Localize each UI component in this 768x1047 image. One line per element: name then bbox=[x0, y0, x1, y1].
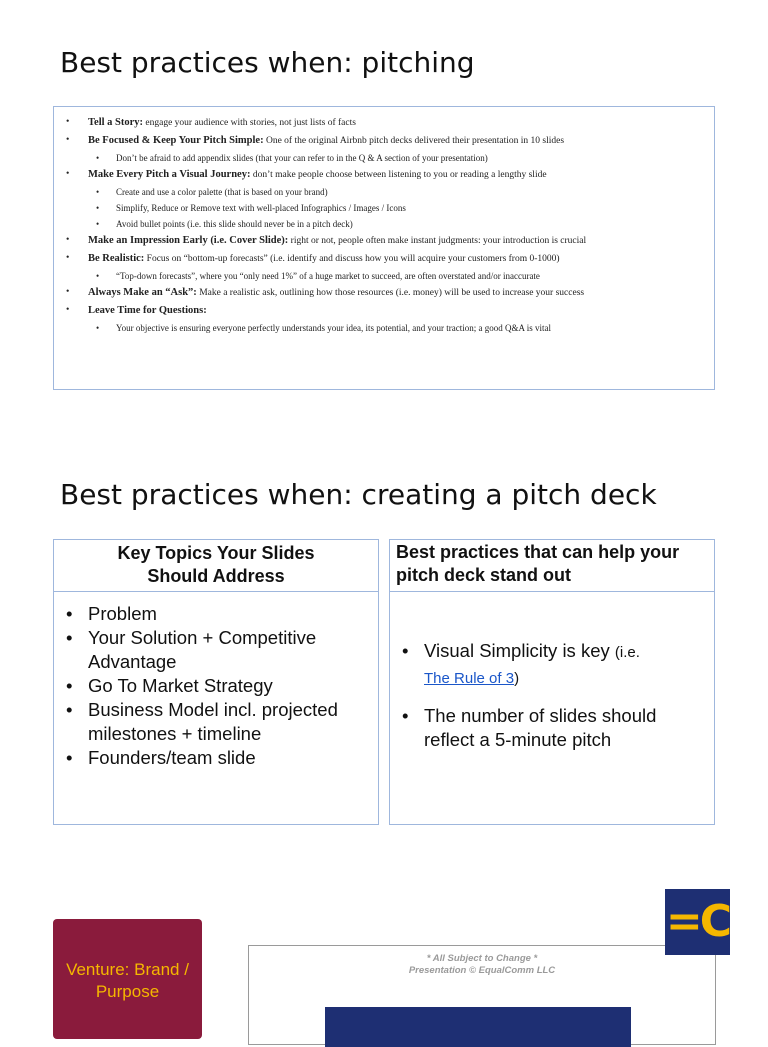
slide-thumbnail bbox=[248, 945, 716, 1045]
practice-subitem bbox=[66, 270, 702, 282]
practice-text: don’t make people choose between listening to you or reading a lengthy slide bbox=[250, 170, 547, 180]
bullet-icon: • bbox=[66, 699, 73, 720]
practice-subitem-text: Your objective is ensuring everyone perfectly understands your idea, its potential, and your traction; a good Q&A is vital bbox=[116, 323, 551, 333]
key-topics-list bbox=[54, 592, 378, 770]
paren-open-text: (i.e. bbox=[614, 644, 640, 661]
topic-text: Problem bbox=[88, 603, 157, 624]
section1-title: Best practices when: pitching bbox=[60, 46, 475, 79]
practice-item bbox=[66, 168, 702, 182]
list-item bbox=[66, 746, 372, 770]
practice-subitem bbox=[66, 202, 702, 214]
practice-item bbox=[66, 286, 702, 300]
bullet-icon: • bbox=[66, 305, 70, 315]
practice-subitem bbox=[66, 218, 702, 230]
practice-label: Make an Impression Early (i.e. Cover Slide): bbox=[88, 235, 289, 246]
pitching-practices-box bbox=[53, 106, 715, 390]
practice-subitem bbox=[66, 322, 702, 334]
list-item bbox=[402, 704, 708, 752]
practice-subitem bbox=[66, 152, 702, 164]
topic-text: Go To Market Strategy bbox=[88, 675, 273, 696]
bullet-icon: • bbox=[66, 603, 73, 624]
list-item bbox=[66, 698, 372, 746]
practice-item bbox=[66, 134, 702, 148]
practice-subitem-text: Simplify, Reduce or Remove text with well-placed Infographics / Images / Icons bbox=[116, 203, 406, 213]
bullet-icon: • bbox=[96, 271, 100, 281]
practice-text: Make a realistic ask, outlining how those resources (i.e. money) will be used to increase your success bbox=[196, 288, 585, 298]
key-topics-header-line1: Key Topics Your Slides bbox=[117, 543, 315, 563]
slide-count-text: The number of slides should reflect a 5-minute pitch bbox=[424, 705, 657, 750]
equalcomm-logo: =C bbox=[665, 889, 730, 955]
bullet-icon: • bbox=[66, 117, 70, 127]
bullet-icon: • bbox=[66, 675, 73, 696]
bullet-icon: • bbox=[66, 235, 70, 245]
practice-text: engage your audience with stories, not just lists of facts bbox=[143, 118, 356, 128]
bullet-icon: • bbox=[66, 169, 70, 179]
key-topics-header bbox=[54, 540, 378, 592]
topic-text: Founders/team slide bbox=[88, 747, 256, 768]
thumbnail-title-bar bbox=[325, 1007, 631, 1047]
bullet-icon: • bbox=[96, 187, 100, 197]
bullet-icon: • bbox=[66, 253, 70, 263]
practice-label: Leave Time for Questions: bbox=[88, 305, 207, 316]
practice-subitem bbox=[66, 186, 702, 198]
venture-brand-card bbox=[53, 919, 202, 1039]
bullet-icon: • bbox=[96, 323, 100, 333]
bullet-icon: • bbox=[66, 135, 70, 145]
practice-item bbox=[66, 304, 702, 318]
thumbnail-notes bbox=[249, 946, 715, 977]
rule-of-3-link[interactable]: The Rule of 3 bbox=[424, 670, 515, 687]
pitching-practices-list bbox=[66, 116, 702, 334]
practice-subitem-text: Avoid bullet points (i.e. this slide should never be in a pitch deck) bbox=[116, 219, 353, 229]
bullet-icon: • bbox=[402, 705, 409, 726]
list-item bbox=[66, 674, 372, 698]
practice-label: Be Focused & Keep Your Pitch Simple: bbox=[88, 135, 264, 146]
copyright-note: Presentation © EqualComm LLC bbox=[408, 965, 556, 976]
subject-to-change-note: * All Subject to Change * bbox=[426, 953, 538, 964]
list-item bbox=[66, 626, 372, 674]
venture-label: Venture: Brand / Purpose bbox=[66, 960, 189, 1001]
bullet-icon: • bbox=[66, 627, 73, 648]
practice-item bbox=[66, 116, 702, 130]
practice-item bbox=[66, 252, 702, 266]
bullet-icon: • bbox=[96, 219, 100, 229]
topic-text: Business Model incl. projected milestones + timeline bbox=[88, 699, 338, 744]
deck-practices-list bbox=[390, 592, 714, 752]
practice-subitem-text: “Top-down forecasts”, where you “only need 1%” of a huge market to succeed, are often overstated and/or inaccurate bbox=[116, 271, 540, 281]
list-item bbox=[402, 639, 708, 691]
practice-label: Always Make an “Ask”: bbox=[88, 287, 197, 298]
section2-title: Best practices when: creating a pitch deck bbox=[60, 478, 657, 511]
deck-practices-table bbox=[389, 539, 715, 825]
practice-label: Tell a Story: bbox=[88, 117, 144, 128]
list-item bbox=[66, 602, 372, 626]
bullet-icon: • bbox=[96, 203, 100, 213]
paren-close-text: ) bbox=[514, 670, 520, 687]
key-topics-table bbox=[53, 539, 379, 825]
deck-practices-header: Best practices that can help your pitch deck stand out bbox=[390, 540, 714, 592]
bullet-icon: • bbox=[66, 747, 73, 768]
practice-text: One of the original Airbnb pitch decks delivered their presentation in 10 slides bbox=[263, 136, 565, 146]
practice-text: right or not, people often make instant judgments: your introduction is crucial bbox=[288, 236, 587, 246]
practice-subitem-text: Create and use a color palette (that is based on your brand) bbox=[116, 187, 328, 197]
topic-text: Your Solution + Competitive Advantage bbox=[88, 627, 317, 672]
visual-simplicity-text: Visual Simplicity is key bbox=[424, 640, 615, 661]
practice-label: Make Every Pitch a Visual Journey: bbox=[88, 169, 251, 180]
practice-text: Focus on “bottom-up forecasts” (i.e. identify and discuss how you will acquire your customers from 0-1000) bbox=[144, 254, 560, 264]
practice-subitem-text: Don’t be afraid to add appendix slides (that your can refer to in the Q & A section of your presentation) bbox=[116, 153, 488, 163]
bullet-icon: • bbox=[66, 287, 70, 297]
practice-label: Be Realistic: bbox=[88, 253, 145, 264]
bullet-icon: • bbox=[402, 640, 409, 661]
key-topics-header-line2: Should Address bbox=[147, 566, 285, 586]
bullet-icon: • bbox=[96, 153, 100, 163]
practice-item bbox=[66, 234, 702, 248]
